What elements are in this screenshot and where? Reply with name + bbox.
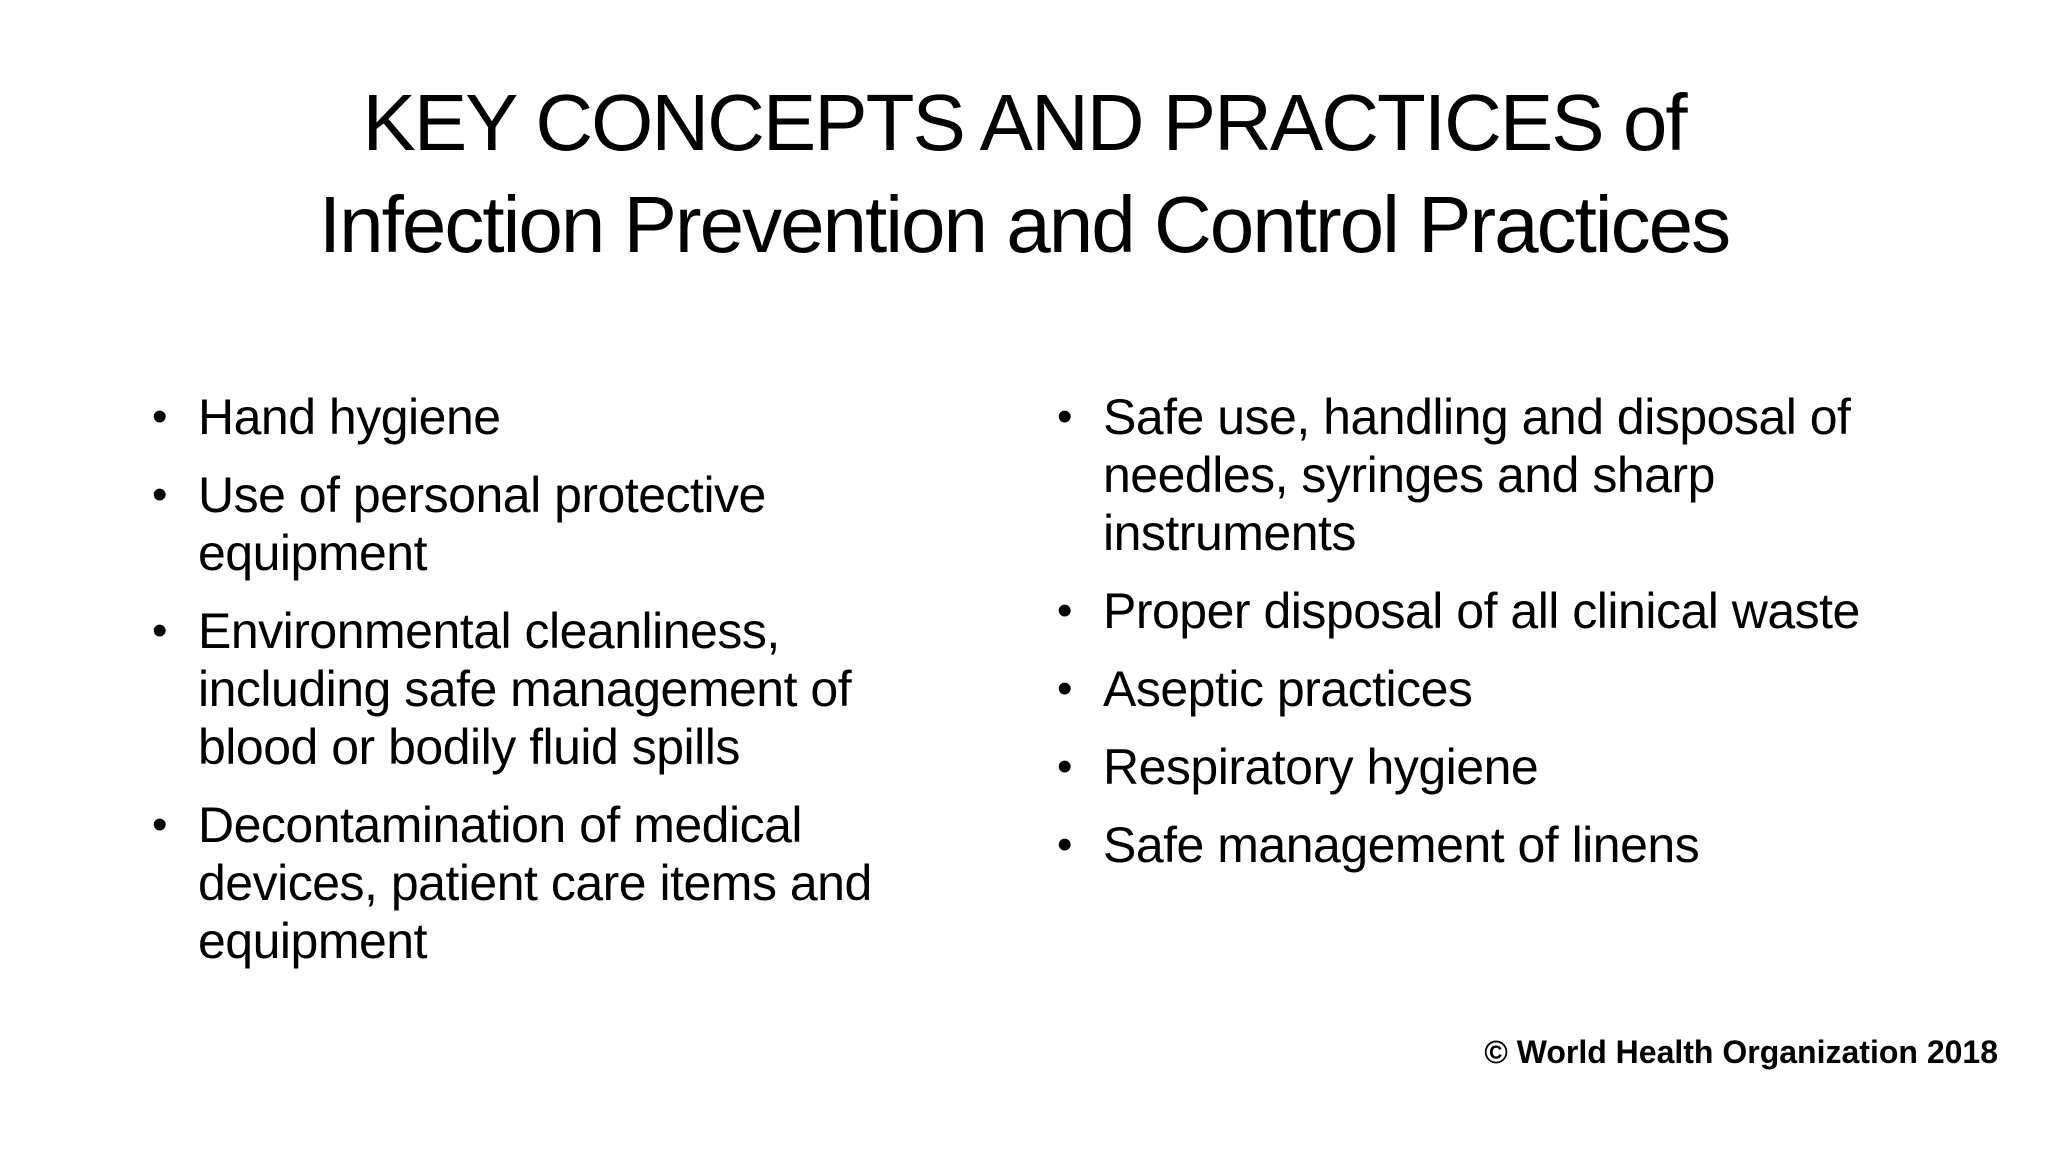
list-item-text: Aseptic practices — [1103, 661, 1473, 717]
list-item — [152, 796, 982, 970]
list-item — [152, 388, 982, 446]
list-item-text: Hand hygiene — [198, 389, 501, 445]
copyright-footer: © World Health Organization 2018 — [1484, 1034, 1998, 1070]
title-line-1: KEY CONCEPTS AND PRACTICES of — [362, 78, 1686, 167]
list-item-text: Environmental cleanliness, including safe management of blood or bodily fluid spills — [198, 603, 852, 775]
list-item-text: Use of personal protective equipment — [198, 467, 766, 581]
slide-title — [0, 72, 2048, 276]
list-item-text: Safe management of linens — [1103, 817, 1700, 873]
list-item — [1057, 388, 1937, 562]
bullet-icon: • — [152, 392, 167, 441]
list-item-text: Respiratory hygiene — [1103, 739, 1539, 795]
bullet-icon: • — [152, 606, 167, 655]
bullet-icon: • — [152, 800, 167, 849]
list-item — [1057, 738, 1937, 796]
list-item — [1057, 660, 1937, 718]
bullet-icon: • — [152, 470, 167, 519]
title-line-2: Infection Prevention and Control Practices — [318, 180, 1730, 269]
bullet-icon: • — [1057, 586, 1072, 635]
bullet-icon: • — [1057, 392, 1072, 441]
bullet-icon: • — [1057, 742, 1072, 791]
list-item-text: Proper disposal of all clinical waste — [1103, 583, 1860, 639]
list-item — [1057, 816, 1937, 874]
list-item — [152, 466, 982, 582]
bullet-icon: • — [1057, 820, 1072, 869]
left-bullet-list — [152, 388, 982, 990]
bullet-icon: • — [1057, 664, 1072, 713]
list-item — [1057, 582, 1937, 640]
list-item — [152, 602, 982, 776]
list-item-text: Safe use, handling and disposal of needles, syringes and sharp instruments — [1103, 389, 1851, 561]
right-bullet-list — [1057, 388, 1937, 894]
list-item-text: Decontamination of medical devices, patient care items and equipment — [198, 797, 872, 969]
